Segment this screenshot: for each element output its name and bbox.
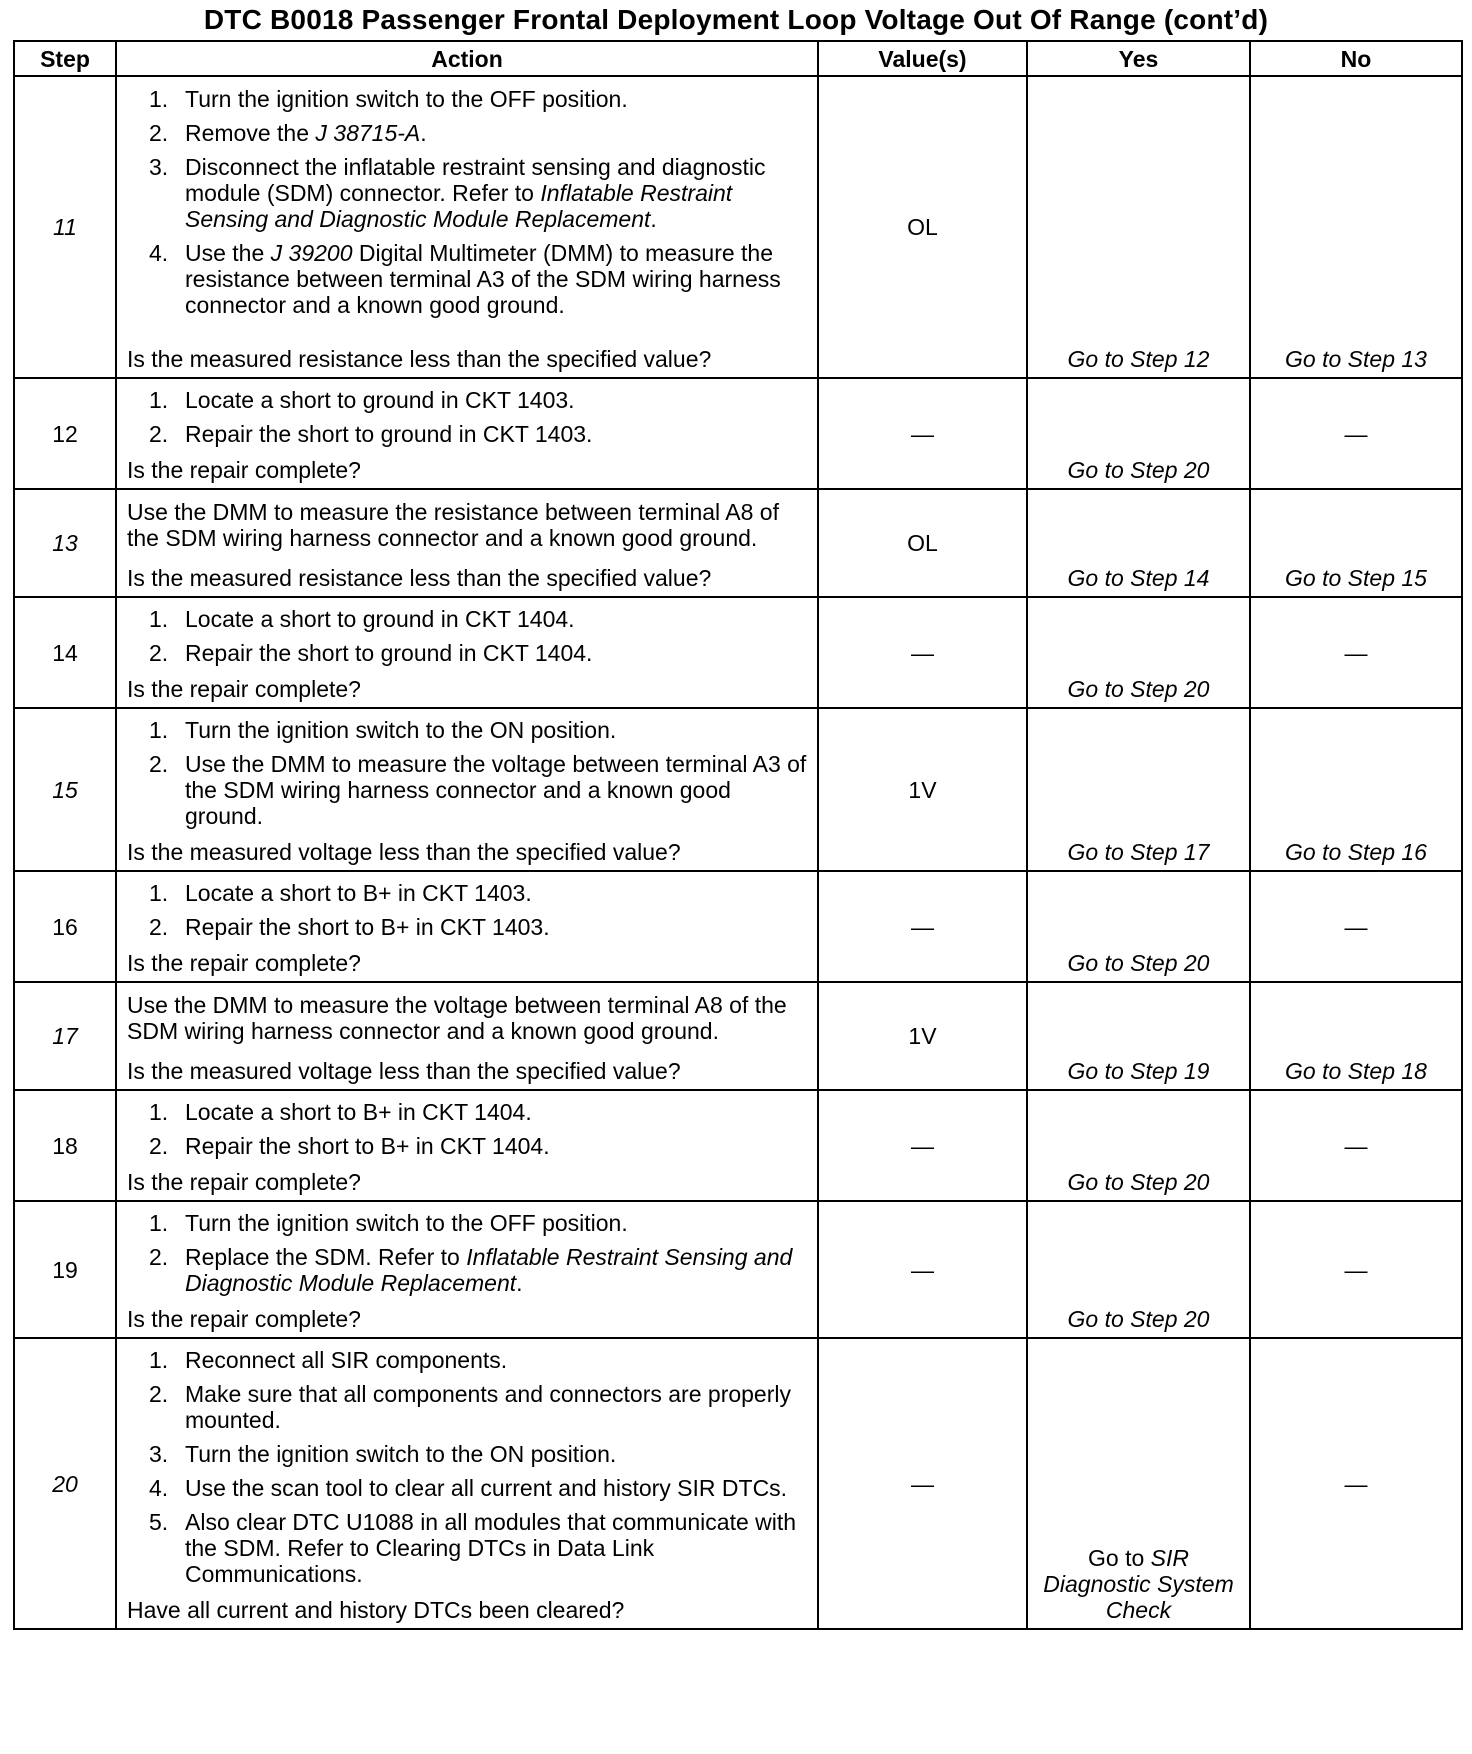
no-cell: — bbox=[1250, 1201, 1462, 1338]
step-number: 17 bbox=[14, 982, 116, 1090]
action-instructions bbox=[127, 1210, 807, 1304]
value-cell: OL bbox=[818, 76, 1027, 378]
item-text: Digital Multimeter (DMM) to measure the resistance between terminal A3 of the SDM wiring harness connector and a known good ground. bbox=[185, 239, 781, 318]
table-row bbox=[14, 76, 1462, 378]
header-action: Action bbox=[116, 41, 818, 76]
item-reference: J 38715-A bbox=[315, 119, 421, 146]
item-number: 4. bbox=[149, 1475, 169, 1501]
action-question: Is the measured voltage less than the specified value? bbox=[127, 1057, 681, 1084]
item-number: 1. bbox=[149, 717, 169, 743]
yes-text: Go to bbox=[1088, 1545, 1151, 1571]
item-text: Disconnect the inflatable restraint sensing and diagnostic module (SDM) connector. Refer to bbox=[185, 153, 766, 206]
action-cell bbox=[116, 982, 818, 1090]
table-row bbox=[14, 597, 1462, 708]
list-item bbox=[127, 387, 807, 413]
list-item bbox=[127, 1475, 807, 1501]
item-text: Replace the SDM. Refer to bbox=[185, 1244, 467, 1270]
item-number: 2. bbox=[149, 751, 169, 777]
action-instructions bbox=[127, 86, 807, 326]
action-cell bbox=[116, 871, 818, 982]
action-cell bbox=[116, 1090, 818, 1201]
item-reference: Inflatable Restraint Sensing and Diagnostic Module Replacement bbox=[185, 179, 733, 232]
no-cell: — bbox=[1250, 1090, 1462, 1201]
no-cell: Go to Step 13 bbox=[1250, 76, 1462, 378]
yes-cell: Go to Step 19 bbox=[1027, 982, 1250, 1090]
action-instructions bbox=[127, 606, 807, 674]
list-item bbox=[127, 1210, 807, 1236]
no-cell: Go to Step 16 bbox=[1250, 708, 1462, 871]
action-cell bbox=[116, 1338, 818, 1629]
action-content bbox=[127, 387, 807, 483]
item-number: 2. bbox=[149, 421, 169, 447]
header-values: Value(s) bbox=[818, 41, 1027, 76]
item-text: Remove the bbox=[185, 119, 316, 146]
action-cell bbox=[116, 1201, 818, 1338]
action-instructions bbox=[127, 387, 807, 455]
step-number: 14 bbox=[14, 597, 116, 708]
action-question: Is the repair complete? bbox=[127, 676, 361, 702]
list-item bbox=[127, 717, 807, 743]
table-row bbox=[14, 489, 1462, 597]
action-question: Is the repair complete? bbox=[127, 457, 361, 483]
list-item bbox=[127, 154, 807, 232]
action-text: Use the DMM to measure the resistance between terminal A8 of the SDM wiring harness connector and a known good ground. bbox=[127, 498, 779, 551]
no-cell: — bbox=[1250, 871, 1462, 982]
action-cell bbox=[116, 76, 818, 378]
value-cell: — bbox=[818, 378, 1027, 489]
item-text: Turn the ignition switch to the OFF position. bbox=[185, 85, 628, 112]
page-title: DTC B0018 Passenger Frontal Deployment Loop Voltage Out Of Range (cont’d) bbox=[203, 4, 1269, 35]
yes-cell: Go to Step 17 bbox=[1027, 708, 1250, 871]
action-text: Use the DMM to measure the voltage between terminal A8 of the SDM wiring harness connector and a known good ground. bbox=[127, 991, 787, 1044]
instruction-list bbox=[127, 717, 807, 829]
item-reference: J 39200 bbox=[270, 239, 353, 266]
item-number: 2. bbox=[149, 914, 169, 940]
table-row bbox=[14, 1338, 1462, 1629]
item-text: . bbox=[516, 1270, 523, 1296]
instruction-list bbox=[127, 86, 807, 318]
item-text: Turn the ignition switch to the ON position. bbox=[185, 717, 617, 743]
item-text: Locate a short to ground in CKT 1404. bbox=[185, 606, 575, 632]
step-number: 16 bbox=[14, 871, 116, 982]
instruction-list bbox=[127, 1347, 807, 1587]
action-instructions bbox=[127, 1347, 807, 1595]
table-row bbox=[14, 378, 1462, 489]
value-cell: — bbox=[818, 1090, 1027, 1201]
item-number: 3. bbox=[149, 1441, 169, 1467]
list-item bbox=[127, 1347, 807, 1373]
action-content bbox=[127, 1099, 807, 1195]
step-number: 13 bbox=[14, 489, 116, 597]
list-item bbox=[127, 1133, 807, 1159]
list-item bbox=[127, 1441, 807, 1467]
instruction-list bbox=[127, 387, 807, 447]
header-no: No bbox=[1250, 41, 1462, 76]
item-reference: Inflatable Restraint Sensing and Diagnostic Module Replacement bbox=[185, 1244, 793, 1296]
table-row bbox=[14, 708, 1462, 871]
yes-reference: SIR Diagnostic System Check bbox=[1043, 1545, 1234, 1623]
list-item bbox=[127, 240, 807, 318]
action-content bbox=[127, 1347, 807, 1623]
item-text: Also clear DTC U1088 in all modules that communicate with the SDM. Refer to Clearing DTCs in Data Link Communications. bbox=[185, 1509, 797, 1587]
no-cell: — bbox=[1250, 378, 1462, 489]
item-text: Use the bbox=[185, 239, 271, 266]
yes-cell: Go to Step 20 bbox=[1027, 597, 1250, 708]
action-content bbox=[127, 86, 807, 372]
item-text: Repair the short to B+ in CKT 1404. bbox=[185, 1133, 550, 1159]
item-number: 3. bbox=[149, 153, 169, 180]
action-question: Is the measured resistance less than the specified value? bbox=[127, 345, 712, 372]
diagnostic-table bbox=[13, 40, 1463, 1630]
item-text: Locate a short to ground in CKT 1403. bbox=[185, 387, 575, 413]
instruction-list bbox=[127, 880, 807, 940]
item-text: Repair the short to ground in CKT 1404. bbox=[185, 640, 593, 666]
action-content bbox=[127, 606, 807, 702]
table-row bbox=[14, 1201, 1462, 1338]
item-text: Reconnect all SIR components. bbox=[185, 1347, 508, 1373]
list-item bbox=[127, 880, 807, 906]
action-content bbox=[127, 499, 807, 591]
value-cell: — bbox=[818, 597, 1027, 708]
item-text: Use the DMM to measure the voltage between terminal A3 of the SDM wiring harness connector and a known good ground. bbox=[185, 751, 807, 829]
yes-cell: Go to Step 20 bbox=[1027, 1201, 1250, 1338]
action-instructions bbox=[127, 717, 807, 837]
item-text: Locate a short to B+ in CKT 1403. bbox=[185, 880, 532, 906]
value-cell: OL bbox=[818, 489, 1027, 597]
header-yes: Yes bbox=[1027, 41, 1250, 76]
list-item bbox=[127, 606, 807, 632]
step-number: 18 bbox=[14, 1090, 116, 1201]
item-number: 2. bbox=[149, 119, 169, 146]
action-cell bbox=[116, 378, 818, 489]
action-question: Is the measured resistance less than the specified value? bbox=[127, 564, 712, 591]
value-cell: — bbox=[818, 1338, 1027, 1629]
list-item bbox=[127, 1381, 807, 1433]
value-cell: — bbox=[818, 871, 1027, 982]
step-number: 11 bbox=[14, 76, 116, 378]
yes-cell: Go to Step 20 bbox=[1027, 378, 1250, 489]
item-text: Make sure that all components and connectors are properly mounted. bbox=[185, 1381, 791, 1433]
yes-cell: Go to Step 20 bbox=[1027, 871, 1250, 982]
list-item bbox=[127, 1244, 807, 1296]
yes-cell: Go to Step 20 bbox=[1027, 1090, 1250, 1201]
action-cell bbox=[116, 489, 818, 597]
action-question: Is the repair complete? bbox=[127, 1169, 361, 1195]
instruction-list bbox=[127, 1099, 807, 1159]
table-row bbox=[14, 1090, 1462, 1201]
instruction-list bbox=[127, 606, 807, 666]
action-instructions bbox=[127, 992, 807, 1044]
list-item bbox=[127, 1509, 807, 1587]
yes-cell bbox=[1027, 1338, 1250, 1629]
item-number: 1. bbox=[149, 1099, 169, 1125]
list-item bbox=[127, 86, 807, 112]
no-cell: Go to Step 15 bbox=[1250, 489, 1462, 597]
action-question: Have all current and history DTCs been cleared? bbox=[127, 1597, 625, 1623]
action-cell bbox=[116, 708, 818, 871]
list-item bbox=[127, 751, 807, 829]
list-item bbox=[127, 1099, 807, 1125]
action-content bbox=[127, 880, 807, 976]
action-instructions bbox=[127, 880, 807, 948]
item-text: Locate a short to B+ in CKT 1404. bbox=[185, 1099, 532, 1125]
step-number: 20 bbox=[14, 1338, 116, 1629]
no-cell: Go to Step 18 bbox=[1250, 982, 1462, 1090]
table-body bbox=[14, 76, 1462, 1629]
table-header-row bbox=[14, 41, 1462, 76]
item-text: . bbox=[650, 205, 657, 232]
yes-cell: Go to Step 14 bbox=[1027, 489, 1250, 597]
item-number: 2. bbox=[149, 1381, 169, 1407]
item-number: 2. bbox=[149, 1133, 169, 1159]
value-cell: 1V bbox=[818, 708, 1027, 871]
action-content bbox=[127, 992, 807, 1084]
action-content bbox=[127, 717, 807, 865]
item-text: Turn the ignition switch to the ON position. bbox=[185, 1441, 617, 1467]
action-question: Is the measured voltage less than the specified value? bbox=[127, 839, 681, 865]
item-number: 2. bbox=[149, 640, 169, 666]
no-cell: — bbox=[1250, 1338, 1462, 1629]
item-number: 1. bbox=[149, 387, 169, 413]
value-cell: — bbox=[818, 1201, 1027, 1338]
action-question: Is the repair complete? bbox=[127, 1306, 361, 1332]
item-number: 1. bbox=[149, 85, 169, 112]
step-number: 15 bbox=[14, 708, 116, 871]
table-row bbox=[14, 871, 1462, 982]
yes-cell: Go to Step 12 bbox=[1027, 76, 1250, 378]
item-number: 5. bbox=[149, 1509, 169, 1535]
list-item bbox=[127, 421, 807, 447]
item-number: 1. bbox=[149, 880, 169, 906]
item-text: Repair the short to B+ in CKT 1403. bbox=[185, 914, 550, 940]
item-number: 1. bbox=[149, 606, 169, 632]
list-item bbox=[127, 640, 807, 666]
item-text: . bbox=[420, 119, 427, 146]
action-instructions bbox=[127, 1099, 807, 1167]
action-instructions bbox=[127, 499, 807, 551]
item-text: Turn the ignition switch to the OFF position. bbox=[185, 1210, 628, 1236]
item-number: 2. bbox=[149, 1244, 169, 1270]
header-step: Step bbox=[14, 41, 116, 76]
action-cell bbox=[116, 597, 818, 708]
no-cell: — bbox=[1250, 597, 1462, 708]
action-question: Is the repair complete? bbox=[127, 950, 361, 976]
item-number: 4. bbox=[149, 239, 169, 266]
instruction-list bbox=[127, 1210, 807, 1296]
item-number: 1. bbox=[149, 1347, 169, 1373]
list-item bbox=[127, 120, 807, 146]
item-text: Repair the short to ground in CKT 1403. bbox=[185, 421, 593, 447]
step-number: 12 bbox=[14, 378, 116, 489]
value-cell: 1V bbox=[818, 982, 1027, 1090]
item-number: 1. bbox=[149, 1210, 169, 1236]
item-text: Use the scan tool to clear all current and history SIR DTCs. bbox=[185, 1475, 788, 1501]
table-row bbox=[14, 982, 1462, 1090]
list-item bbox=[127, 914, 807, 940]
step-number: 19 bbox=[14, 1201, 116, 1338]
action-content bbox=[127, 1210, 807, 1332]
